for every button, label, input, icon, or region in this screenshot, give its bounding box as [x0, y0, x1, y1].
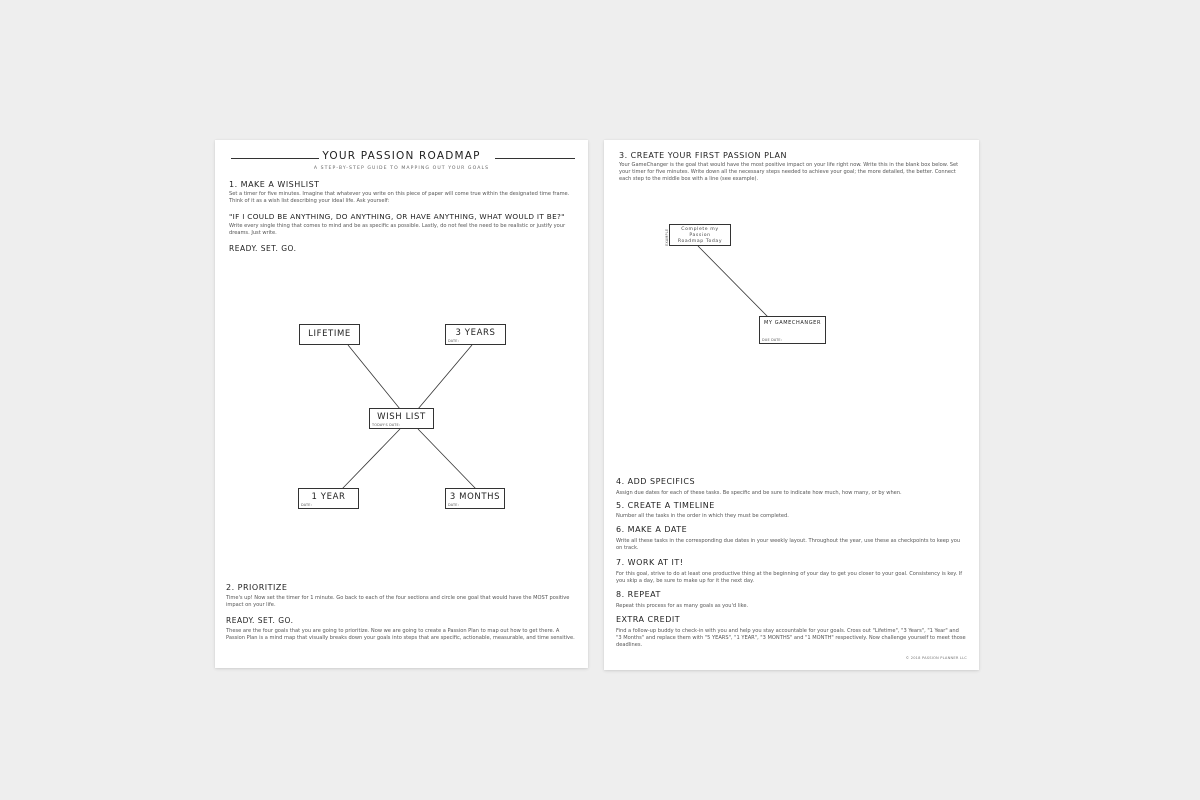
three-years-label: 3 YEARS [455, 328, 496, 338]
three-months-label: 3 MONTHS [449, 492, 501, 502]
three-months-date-label: DATE: [448, 503, 459, 507]
left-page [215, 140, 588, 668]
wish-list-date-label: TODAY'S DATE: [372, 423, 401, 427]
example-tag: EXAMPLE [665, 228, 669, 246]
step2-heading: 2. PRIORITIZE [226, 583, 288, 592]
three-years-date-label: DATE: [448, 339, 459, 343]
example-connector [698, 246, 769, 318]
extra-credit-body: Find a follow-up buddy to check-in with you and help you stay accountable for your goals. Cross out "Lifetime", "3 Years", "1 Year" and "3 Months" and replace them with "5 YEARS", "1 YEAR", "3 MONTHS" and "1 MONTH" respectively. Now challenge yourself to meet those deadlines. [616, 628, 966, 648]
question-heading: "IF I COULD BE ANYTHING, DO ANYTHING, OR HAVE ANYTHING, WHAT WOULD IT BE?" [229, 212, 565, 221]
step5-body: Number all the tasks in the order in which they must be completed. [616, 513, 789, 519]
step7-body: For this goal, strive to do at least one productive thing at the beginning of your day to get you closer to your goal. Consistency is key. If you skip a day, be sure to make up for it the next day. [616, 571, 963, 584]
lifetime-box [299, 324, 360, 345]
lifetime-label: LIFETIME [308, 329, 351, 339]
step1-body: Set a timer for five minutes. Imagine that whatever you write on this piece of paper will come true within the designated time frame. Think of it as a wish list describing your ideal life. Ask yourself: [229, 191, 570, 204]
gamechanger-label: MY GAMECHANGER [763, 320, 822, 326]
step3-body: Your GameChanger is the goal that would have the most positive impact on your life right now. Write this in the blank box below. Set your timer for five minutes. Write down all the necessary steps needed to achieve your goal; the more detailed, the better. Connect each step to the middle box with a line (see example). [619, 162, 959, 182]
question-body: Write every single thing that comes to mind and be as specific as possible. Lastly, do not feel the need to be realistic or justify your dreams. Just write. [229, 223, 566, 236]
connector-3-months [418, 429, 476, 489]
title-rule-right [495, 158, 575, 159]
step4-heading: 4. ADD SPECIFICS [616, 477, 696, 486]
copyright: © 2018 PASSION PLANNER LLC [905, 656, 967, 660]
ready-heading-1: READY. SET. GO. [229, 244, 297, 253]
example-box-text: Complete my Passion Roadmap Today [677, 227, 723, 244]
step1-heading: 1. MAKE A WISHLIST [229, 180, 320, 189]
wish-list-label: WISH LIST [377, 412, 426, 422]
page-subtitle: A STEP-BY-STEP GUIDE TO MAPPING OUT YOUR GOALS [313, 166, 490, 171]
step8-heading: 8. REPEAT [616, 590, 661, 599]
step5-heading: 5. CREATE A TIMELINE [616, 501, 715, 510]
extra-credit-heading: EXTRA CREDIT [616, 615, 681, 624]
one-year-date-label: DATE: [301, 503, 312, 507]
wish-list-box [369, 408, 434, 429]
page-title: YOUR PASSION ROADMAP [322, 150, 481, 162]
ready-heading-2: READY. SET. GO. [226, 616, 294, 625]
gamechanger-date-label: DUE DATE: [762, 338, 783, 342]
step7-heading: 7. WORK AT IT! [616, 558, 684, 567]
step6-heading: 6. MAKE A DATE [616, 525, 688, 534]
ready2-body: These are the four goals that you are going to prioritize. Now we are going to create a Passion Plan to map out how to get there. A Passion Plan is a mind map that visually breaks down your goals into steps that are specific, actionable, measurable, and time sensitive. [226, 628, 575, 641]
connector-1-year [342, 429, 400, 489]
example-box [669, 224, 731, 246]
step2-body: Time's up! Now set the timer for 1 minute. Go back to each of the four sections and circle one goal that would have the MOST positive impact on your life. [226, 595, 570, 608]
connector-3-years [418, 345, 472, 409]
step3-heading: 3. CREATE YOUR FIRST PASSION PLAN [619, 151, 787, 160]
connector-lifetime [348, 345, 400, 409]
one-year-box [298, 488, 359, 509]
three-months-box [445, 488, 505, 509]
step4-body: Assign due dates for each of these tasks. Be specific and be sure to indicate how much, how many, or by when. [616, 490, 902, 496]
one-year-label: 1 YEAR [311, 492, 346, 502]
gamechanger-box [759, 316, 826, 344]
step6-body: Write all these tasks in the corresponding due dates in your weekly layout. Throughout the year, use these as checkpoints to keep you on track. [616, 538, 961, 551]
three-years-box [445, 324, 506, 345]
step8-body: Repeat this process for as many goals as you'd like. [616, 603, 749, 609]
right-page [604, 140, 979, 670]
